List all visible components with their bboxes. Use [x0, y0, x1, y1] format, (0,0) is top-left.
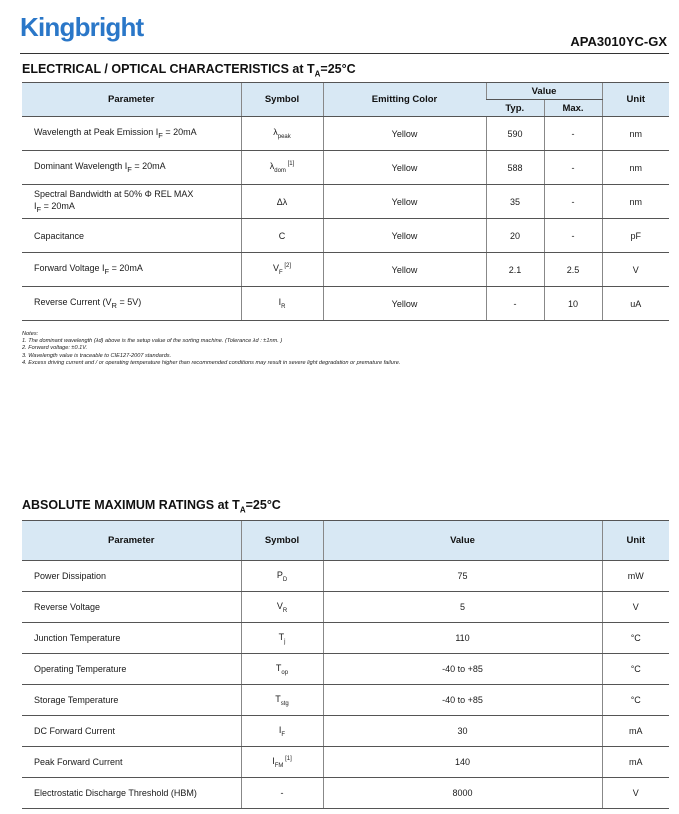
cell-parameter: Junction Temperature [22, 623, 241, 654]
symbol-subscript: dom [274, 167, 286, 174]
cell-parameter: Electrostatic Discharge Threshold (HBM) [22, 778, 241, 809]
cell-symbol [241, 685, 323, 716]
cell-typ: - [486, 287, 544, 321]
table-row [22, 561, 669, 592]
cell-color: Yellow [323, 219, 486, 253]
cell-color: Yellow [323, 185, 486, 219]
part-number: APA3010YC-GX [570, 34, 667, 49]
table-row [22, 654, 669, 685]
cell-value: 110 [323, 623, 602, 654]
cell-symbol [241, 561, 323, 592]
cell-value: -40 to +85 [323, 685, 602, 716]
col-value: Value [323, 521, 602, 561]
cell-value: 30 [323, 716, 602, 747]
cell-unit: nm [602, 117, 669, 151]
table-row [22, 117, 669, 151]
col-unit: Unit [602, 83, 669, 117]
cell-max: - [544, 151, 602, 185]
symbol-text: V [272, 263, 279, 274]
parameter-tail: = 20mA [109, 262, 143, 273]
cell-unit: mW [602, 561, 669, 592]
absolute-ratings-table [22, 520, 669, 809]
note-line: 2. Forward voltage: ±0.1V. [22, 345, 88, 352]
symbol-text: λ [273, 127, 278, 138]
symbol-text: - [280, 788, 284, 798]
symbol-text: P [276, 569, 283, 580]
symbol-text: I [278, 297, 282, 308]
symbol-text: V [276, 600, 283, 611]
table-row [22, 151, 669, 185]
table-row [22, 747, 669, 778]
cell-parameter: Storage Temperature [22, 685, 241, 716]
cell-symbol [241, 716, 323, 747]
symbol-text: T [275, 662, 282, 673]
electrical-table [22, 82, 669, 321]
cell-symbol [241, 185, 323, 219]
table-row [22, 287, 669, 321]
cell-unit: nm [602, 151, 669, 185]
cell-symbol [241, 151, 323, 185]
col-unit: Unit [602, 521, 669, 561]
cell-value: -40 to +85 [323, 654, 602, 685]
notes-heading: Notes: [22, 331, 39, 337]
cell-symbol [241, 117, 323, 151]
parameter-text: Forward Voltage I [34, 262, 105, 273]
cell-parameter: DC Forward Current [22, 716, 241, 747]
brand-logo: Kingbright [20, 12, 144, 42]
cell-value: 8000 [323, 778, 602, 809]
cell-color: Yellow [323, 287, 486, 321]
col-max: Max. [544, 100, 602, 117]
cell-parameter [22, 219, 241, 253]
parameter-line2-subscript: F [36, 204, 42, 214]
parameter-text: Wavelength at Peak Emission I [34, 126, 159, 137]
cell-unit: °C [602, 623, 669, 654]
cell-parameter: Peak Forward Current [22, 747, 241, 778]
table-row [22, 185, 669, 219]
table-row [22, 716, 669, 747]
cell-color: Yellow [323, 117, 486, 151]
cell-unit: mA [602, 716, 669, 747]
parameter-line2-tail: = 20mA [41, 200, 75, 211]
cell-typ: 2.1 [486, 253, 544, 287]
cell-value: 75 [323, 561, 602, 592]
col-symbol: Symbol [241, 83, 323, 117]
parameter-subscript: F [104, 266, 110, 276]
symbol-subscript: R [282, 607, 288, 614]
cell-unit: °C [602, 654, 669, 685]
symbol-subscript: peak [277, 133, 291, 140]
symbol-subscript: FM [274, 762, 284, 769]
cell-parameter [22, 151, 241, 185]
cell-color: Yellow [323, 151, 486, 185]
electrical-section-title: ELECTRICAL / OPTICAL CHARACTERISTICS at $T_A=25^\circ C$ [22, 62, 356, 79]
note-line: 4. Excess driving current and / or operating temperature higher than recommended conditions may result in severe light degradation or premature failure. [22, 359, 401, 366]
symbol-text: T [275, 693, 281, 704]
cell-parameter [22, 185, 241, 219]
cell-color: Yellow [323, 253, 486, 287]
note-line: 1. The dominant wavelength (λd) above is the setup value of the sorting machine. (Tolerance λd : ±1nm. ) [22, 338, 283, 345]
symbol-note: [2] [282, 263, 292, 270]
symbol-text: T [278, 631, 285, 642]
cell-unit: V [602, 778, 669, 809]
symbol-note: [1] [283, 755, 292, 762]
cell-parameter [22, 117, 241, 151]
cell-symbol [241, 623, 323, 654]
cell-unit: mA [602, 747, 669, 778]
parameter-tail: = 20mA [162, 126, 197, 137]
symbol-subscript: R [281, 303, 286, 310]
cell-max: - [544, 117, 602, 151]
cell-unit: pF [602, 219, 669, 253]
cell-typ: 20 [486, 219, 544, 253]
cell-unit: nm [602, 185, 669, 219]
cell-symbol [241, 253, 323, 287]
cell-typ: 590 [486, 117, 544, 151]
note-line: 3. Wavelength value is traceable to CIE127-2007 standards. [22, 352, 172, 359]
cell-max: - [544, 219, 602, 253]
cell-symbol [241, 654, 323, 685]
col-value: Value [486, 83, 602, 100]
parameter-line2: I [34, 200, 37, 211]
col-symbol: Symbol [241, 521, 323, 561]
cell-max: - [544, 185, 602, 219]
cell-unit: V [602, 592, 669, 623]
parameter-subscript: R [111, 300, 117, 310]
cell-parameter: Reverse Voltage [22, 592, 241, 623]
col-emitting-color: Emitting Color [323, 83, 486, 117]
col-parameter: Parameter [22, 521, 241, 561]
cell-symbol [241, 778, 323, 809]
symbol-subscript: F [279, 269, 283, 276]
cell-symbol [241, 747, 323, 778]
symbol-subscript: F [281, 731, 286, 738]
col-typ: Typ. [486, 100, 544, 117]
cell-parameter: Power Dissipation [22, 561, 241, 592]
table-row [22, 592, 669, 623]
parameter-tail: = 5V) [116, 296, 142, 307]
table-row [22, 685, 669, 716]
table-row [22, 219, 669, 253]
notes [22, 331, 400, 367]
header-divider [20, 53, 669, 54]
table-row [22, 623, 669, 654]
parameter-text: Reverse Current (V [34, 296, 112, 307]
parameter-subscript: F [127, 164, 132, 174]
cell-max: 10 [544, 287, 602, 321]
cell-parameter [22, 253, 241, 287]
cell-typ: 588 [486, 151, 544, 185]
cell-unit: V [602, 253, 669, 287]
symbol-text: C [278, 230, 286, 241]
symbol-subscript: j [284, 638, 286, 645]
cell-parameter [22, 287, 241, 321]
symbol-subscript: D [282, 576, 288, 583]
col-parameter: Parameter [22, 83, 241, 117]
symbol-subscript: stg [280, 700, 289, 707]
symbol-text: I [272, 755, 275, 766]
cell-unit: °C [602, 685, 669, 716]
table-row [22, 253, 669, 287]
cell-symbol [241, 287, 323, 321]
symbol-note: [1] [285, 161, 295, 168]
symbol-text: Δλ [276, 196, 288, 207]
absolute-section-title: ABSOLUTE MAXIMUM RATINGS at $T_A=25^\circ C$ [22, 498, 281, 515]
cell-unit: uA [602, 287, 669, 321]
cell-symbol [241, 219, 323, 253]
parameter-tail: = 20mA [131, 160, 166, 171]
parameter-text: Dominant Wavelength I [34, 160, 128, 171]
cell-max: 2.5 [544, 253, 602, 287]
symbol-subscript: op [281, 669, 289, 676]
parameter-text: Capacitance [34, 230, 85, 241]
symbol-text: I [278, 724, 282, 735]
table-row [22, 778, 669, 809]
symbol-text: λ [269, 161, 275, 172]
cell-parameter: Operating Temperature [22, 654, 241, 685]
cell-value: 5 [323, 592, 602, 623]
parameter-subscript: F [158, 130, 163, 140]
cell-value: 140 [323, 747, 602, 778]
cell-typ: 35 [486, 185, 544, 219]
parameter-text: Spectral Bandwidth at 50% Φ REL MAX [34, 188, 194, 199]
cell-symbol [241, 592, 323, 623]
